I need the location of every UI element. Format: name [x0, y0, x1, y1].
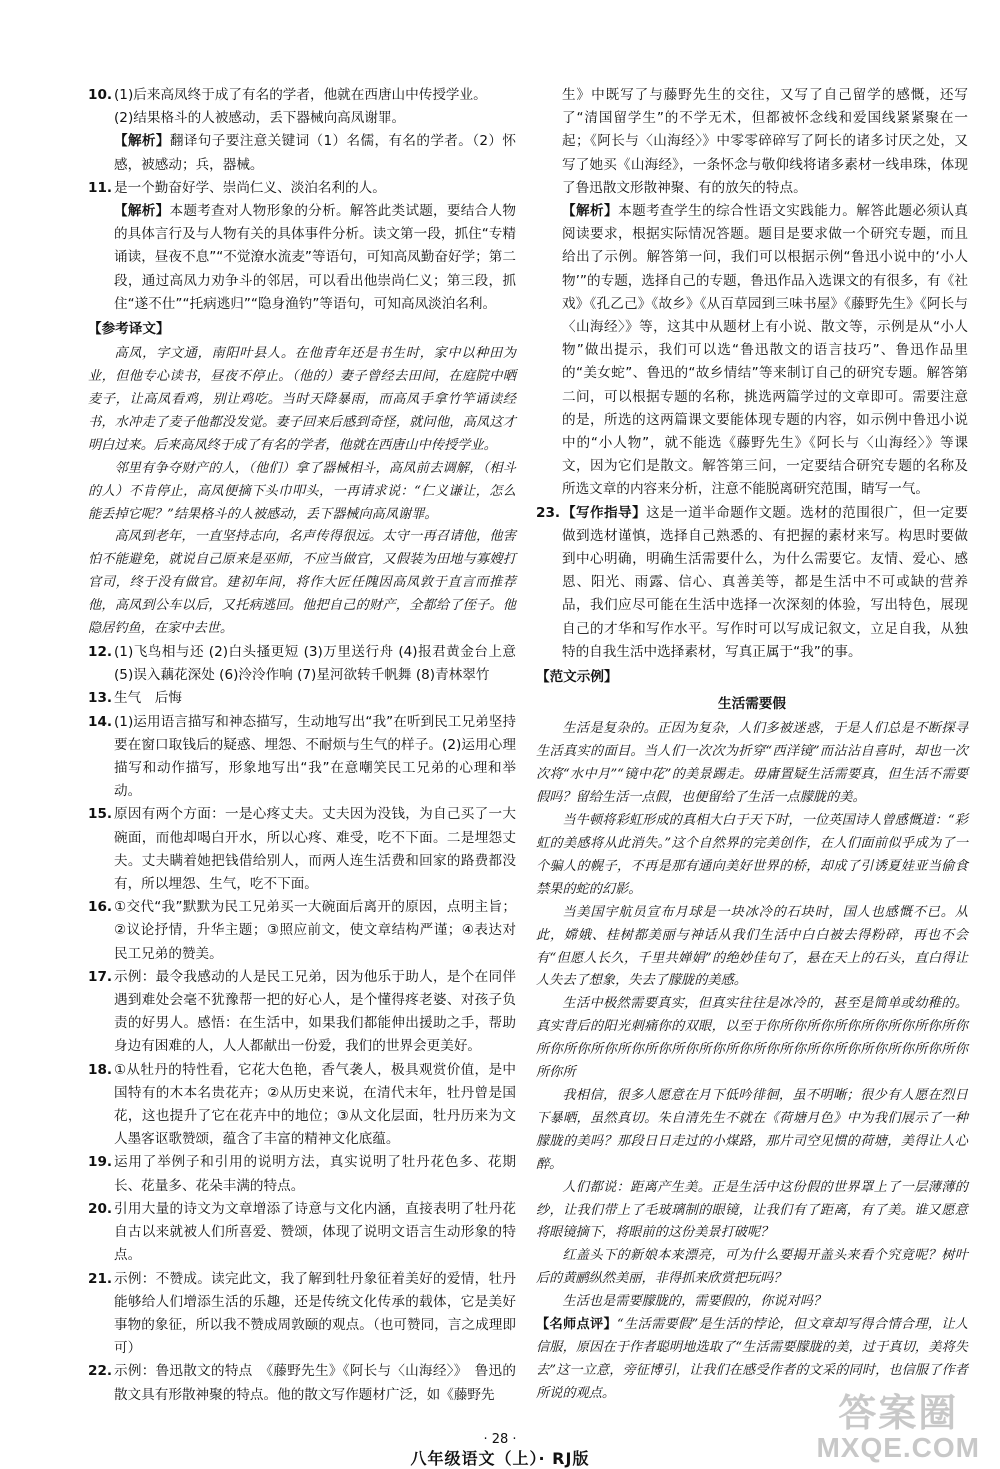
answer-text — [114, 711, 516, 804]
answer-body: 翻译句子要注意关键词（1）名儒，有名的学者。（2）怀感，被感动；兵，器械。 — [114, 133, 516, 173]
answer-number: 22. — [88, 1363, 113, 1380]
answer-text — [114, 803, 516, 896]
analysis-label: 【解析】 — [114, 133, 170, 150]
answer-number: 10. — [88, 87, 113, 103]
watermark-bottom: MXQE.COM — [816, 1432, 980, 1463]
answer-body: 是一个勤奋好学、崇尚仁义、淡泊名利的人。 — [114, 179, 386, 196]
book-title: 八年级语文（上）· RJ版 — [410, 1449, 590, 1468]
page-number: · 28 · — [483, 1432, 517, 1447]
answer-number: 19. — [88, 1154, 113, 1171]
answer-item — [88, 803, 516, 896]
teacher-comment-text: “生活需要假”是生活的悖论，但文章却写得合情合理，让人信服，原因在于作者聪明地选取了“生活需要朦胧的美，过于真切，美将失去”这一立意，旁征博引，让我们在感受作者的文采的同时，也信服了作者所说的观点。 — [536, 1317, 969, 1401]
teacher-comment-label: 【名师点评】 — [536, 1317, 617, 1333]
answer-body: (1)运用语言描写和神态描写，生动地写出“我”在听到民工兄弟坚持要在窗口取钱后的疑惑、埋怨、不耐烦与生气的样子。(2)运用心理描写和动作描写，形象地写出“我”在意嘲笑民工兄弟的心理和举动。 — [114, 713, 516, 800]
answer-body: 示例：最令我感动的人是民工兄弟，因为他乐于助人，是个在同伴遇到难处会毫不犹豫帮一把的好心人，是个懂得疼老婆、对孩子负责的好男人。感悟：在生活中，如果我们都能伸出援助之手，帮助身边有困难的人，人人都献出一份爱，我们的世界会更美好。 — [114, 968, 516, 1055]
essay-paragraph: 红盖头下的新娘本来漂亮，可为什么要揭开盖头来看个究竟呢？树叶后的黄鹂纵然美丽，非得抓来欣赏把玩吗？ — [536, 1248, 968, 1287]
answer-number: 16. — [88, 899, 113, 916]
sample-essay-heading: 【范文示例】 — [536, 669, 618, 686]
answer-text — [114, 1059, 516, 1152]
answer-body: (2)结果格斗的人被感动，丢下器械向高凤谢罪。 — [114, 110, 406, 127]
sample-essay-title: 生活需要假 — [718, 696, 786, 713]
answer-item — [88, 1360, 516, 1406]
answer-number: 14. — [88, 713, 113, 730]
answer-text — [562, 84, 968, 200]
answer-item — [88, 1151, 516, 1197]
answer-text — [114, 200, 516, 316]
answer-item — [88, 966, 516, 1059]
analysis-label: 【解析】 — [114, 203, 170, 220]
left-answer-list — [88, 84, 516, 316]
answer-text — [114, 1360, 516, 1406]
answer-number: 13. — [88, 690, 113, 707]
essay-paragraph: 我相信，很多人愿意在月下低吟徘徊，虽不明晰；很少有人愿在烈日下暴晒，虽然真切。朱自清先生不就在《荷塘月色》中为我们展示了一种朦胧的美吗？那段日日走过的小煤路，那片司空见惯的荷塘，美得让人心醉。 — [536, 1087, 968, 1172]
answer-body: 本题考查学生的综合性语文实践能力。解答此题必须认真阅读要求，根据实际情况答题。题目是要求做一个研究专题，而且给出了示例。解答第一问，我们可以根据示例“鲁迅小说中的‘小人物’”的专题，选择自己的专题，鲁迅作品入选课文的有很多，有《社戏》《孔乙己》《故乡》《从百草园到三味书屋》《藤野先生》《阿长与〈山海经〉》等，这其中从题材上有小说、散文等，示例是从“小人物”做出提示，我们可以选“鲁迅散文的语言技巧”、鲁迅作品里的“美女蛇”、鲁迅的“故乡情结”等来制订自己的研究专题。解答第二问，可以根据专题的名称，挑选两篇学过的文章即可。需要注意的是，所选的这两篇课文要能体现专题的内容，如示例中鲁迅小说中的“小人物”，就不能选《藤野先生》《阿长与〈山海经〉》等课文，因为它们是散文。解答第三问，一定要结合研究专题的名称及所选文章的内容来分析，注意不能脱离研究范围，睛写一气。 — [562, 203, 969, 498]
essay-paragraph: 人们都说：距离产生美。正是生活中这份假的世界罩上了一层薄薄的纱，让我们带上了毛玻璃制的眼镜，让我们有了距离，有了美。谁又愿意将眼镜摘下，将眼前的这份美景打破呢？ — [536, 1179, 968, 1241]
answer-body: 生气 后悔 — [114, 690, 182, 707]
answer-text — [114, 966, 516, 1059]
answer-item — [88, 84, 516, 177]
answer-number: 12. — [88, 644, 113, 661]
answer-item — [88, 1059, 516, 1152]
answer-body: 引用大量的诗文为文章增添了诗意与文化内涵，直接表明了牡丹花自古以来就被人们所喜爱、赞颂，体现了说明文语言生动形象的特点。 — [114, 1200, 516, 1264]
answer-body: 原因有两个方面：一是心疼丈夫。丈夫因为没钱，为自己买了一大碗面，而他却喝白开水，所以心疼、难受，吃不下面。二是埋怨丈夫。丈夫瞒着她把钱借给别人，而两人连生活费和回家的路费都没有，所以埋怨、生气，吃不下面。 — [114, 806, 516, 893]
left-column — [88, 84, 516, 1407]
answer-body: 示例：不赞成。读完此文，我了解到牡丹象征着美好的爱情，牡丹能够给人们增添生活的乐趣，还是传统文化传承的载体，它是美好事物的象征，所以我不赞成周敦颐的观点。（也可赞同，言之成理即可） — [114, 1270, 516, 1357]
answer-item — [88, 641, 516, 687]
answer-text — [114, 1151, 516, 1197]
answer-body: 运用了举例子和引用的说明方法，真实说明了牡丹花色多、花期长、花量多、花朵丰满的特点。 — [114, 1154, 516, 1194]
essay-paragraph: 当美国宇航员宣布月球是一块冰冷的石块时，国人也感慨不已。从此，嫦娥、桂树都美丽与神话从我们生活中白白被去得粉碎，再也不会有“但愿人长久，千里共婵娟”的绝妙佳句了，悬在天上的石头，直白得让人失去了想象，失去了朦胧的美感。 — [536, 904, 968, 989]
essay-paragraph: 生活也是需要朦胧的，需要假的，你说对吗？ — [562, 1294, 827, 1310]
answer-text — [114, 687, 516, 710]
answer-text — [114, 84, 516, 107]
answer-text — [114, 641, 516, 687]
reference-translation-heading: 【参考译文】 — [88, 321, 170, 338]
answer-text — [562, 200, 968, 502]
essay-paragraph: 生活中极然需要真实，但真实往往是冰冷的，甚至是简单或幼稚的。真实背后的阳光刺痛你的双眼，以至于你所你所你所你所你所你所你所你所你所你所你所你所你所你所你所你所你所你所你所你所你所你所你所你所你所 — [536, 996, 968, 1081]
answer-body: 这是一道半命题作文题。选材的范围很广，但一定要做到选材谨慎，选择自己熟悉的、有把握的素材来写。构思时要做到中心明确，明确生活需要什么，为什么需要它。友情、爱心、感恩、阳光、雨露、信心、真善美等，都是生活中不可或缺的营养品，我们应尽可能在生活中选择一次深刻的体验，写出特色，展现自己的才华和写作水平。写作时可以写成记叙文，立足自我，从独特的自我生活中选择素材，写真正属于“我”的事。 — [562, 504, 969, 660]
answer-item — [88, 711, 516, 804]
watermark-top: 答案圈 — [838, 1393, 959, 1435]
answer-text — [114, 896, 516, 966]
reference-translation — [88, 343, 516, 641]
answer-item — [88, 1198, 516, 1268]
analysis-label: 【解析】 — [562, 203, 619, 220]
answer-number: 21. — [88, 1270, 113, 1287]
answer-text — [114, 1198, 516, 1268]
answer-number: 18. — [88, 1061, 113, 1078]
answer-text — [114, 130, 516, 176]
answer-number: 23. — [536, 504, 561, 521]
answer-body: 生》中既写了与藤野先生的交往，又写了自己留学的感慨，还写了“清国留学生”的不学无术，但都被怀念线和爱国线紧紧聚在一起；《阿长与〈山海经〉》中零零碎碎写了阿长的诸多讨厌之处，又写了她买《山海经》，一条怀念与敬仰线将诸多素材一线串珠，体现了鲁迅散文形散神聚、有的放矢的特点。 — [562, 87, 968, 196]
answer-item — [88, 896, 516, 966]
answer-number: 20. — [88, 1200, 113, 1217]
answer-text — [114, 177, 516, 200]
answer-number: 11. — [88, 179, 113, 196]
answer-text — [114, 1268, 516, 1361]
teacher-comment — [536, 1314, 968, 1406]
answer-item — [88, 687, 516, 710]
answer-body: (1)后来高凤终于成了有名的学者，他就在西唐山中传授学业。 — [114, 87, 487, 103]
answer-item — [536, 502, 968, 664]
answer-body: 示例：鲁迅散文的特点 《藤野先生》《阿长与〈山海经〉》 鲁迅的散文具有形散神聚的特点。他的散文写作题材广泛，如《藤野先 — [114, 1363, 516, 1403]
site-watermark-logo — [816, 1394, 980, 1462]
sample-essay-body — [536, 718, 968, 1314]
left-answer-list-2 — [88, 641, 516, 1407]
answer-text — [114, 107, 516, 130]
answer-item — [88, 1268, 516, 1361]
answer-number: 17. — [88, 968, 113, 985]
analysis-label: 【写作指导】 — [562, 504, 647, 521]
translation-paragraph: 高凤，字文通，南阳叶县人。在他青年还是书生时，家中以种田为业，但他专心读书，昼夜不停止。（他的）妻子曾经去田间，在庭院中晒麦子，让高凤看鸡，别让鸡吃。当时天降暴雨，而高凤手拿竹竿诵读经书，水冲走了麦子他都没发觉。妻子回来后感到奇怪，就问他，高凤这才明白过来。后来高凤终于成了有名的学者，他就在西唐山中传授学业。 — [88, 346, 516, 453]
answer-body: ①交代“我”默默为民工兄弟买一大碗面后离开的原因，点明主旨；②议论抒情，升华主题；③照应前文，使文章结构严谨；④表达对民工兄弟的赞美。 — [114, 899, 516, 962]
answer-body: 本题考查对人物形象的分析。解答此类试题，要结合人物的具体言行及与人物有关的具体事件分析。读文第一段，抓住“专精诵读，昼夜不息”“不觉潦水流麦”等语句，可知高凤勤奋好学；第二段，通过高凤力劝争斗的邻居，可以看出他崇尚仁义；第三段，抓住“遂不仕”“托病逃归”“隐身渔钓”等语句，可知高凤淡泊名利。 — [114, 203, 517, 312]
answer-item — [536, 84, 968, 502]
right-column — [536, 84, 968, 1406]
essay-paragraph: 当牛顿将彩虹形成的真相大白于天下时，一位英国诗人曾感慨道：“彩虹的美感将从此消失。”这个自然界的完美创作，在人们面前似乎成为了一个骗人的幌子，不再是那有通向美好世界的桥，却成了引诱夏娃亚当偷食禁果的蛇的幻影。 — [536, 813, 968, 897]
answer-body: (1)飞鸟相与还 (2)白头搔更短 (3)万里送行舟 (4)报君黄金台上意 (5)误入藕花深处 (6)泠泠作响 (7)星河欲转千帆舞 (8)青林翠竹 — [114, 644, 516, 684]
translation-paragraph: 高凤到老年，一直坚持志向，名声传得很远。太守一再召请他，他害怕不能避免，就说自己原来是巫师，不应当做官，又假装为田地与寡嫂打官司，终于没有做官。建初年间，将作大匠任隗因高凤敦于直言而推荐他，高凤到公车以后，又托病逃回。他把自己的财产，全都给了侄子。他隐居钓鱼，在家中去世。 — [88, 529, 516, 637]
answer-number: 15. — [88, 806, 113, 823]
answer-text — [562, 502, 968, 664]
answer-body: ①从牡丹的特性看，它花大色艳，香气袭人，极具观赏价值，是中国特有的木本名贵花卉；②从历史来说，在清代末年，牡丹曾是国花，这也提升了它在花卉中的地位；③从文化层面，牡丹历来为文人墨客讴歌赞颂，蕴含了丰富的精神文化底蕴。 — [114, 1061, 516, 1148]
essay-paragraph: 生活是复杂的。正因为复杂，人们多被迷惑，于是人们总是不断探寻生活真实的面目。当人们一次次为折穿“西洋镜”而沾沾自喜时，却也一次次将“水中月”“镜中花”的美景踢走。毋庸置疑生活需要真，但生活不需要假吗？留给生活一点假，也便留给了生活一点朦胧的美。 — [536, 721, 968, 806]
translation-paragraph: 邻里有争夺财产的人，（他们）拿了器械相斗，高凤前去调解，（相斗的人）不肯停止，高凤便摘下头巾叩头，一再请求说：“仁义谦让，怎么能丢掉它呢？”结果格斗的人被感动，丢下器械向高凤谢罪。 — [88, 460, 516, 522]
answer-item — [88, 177, 516, 316]
right-answer-list — [536, 84, 968, 664]
